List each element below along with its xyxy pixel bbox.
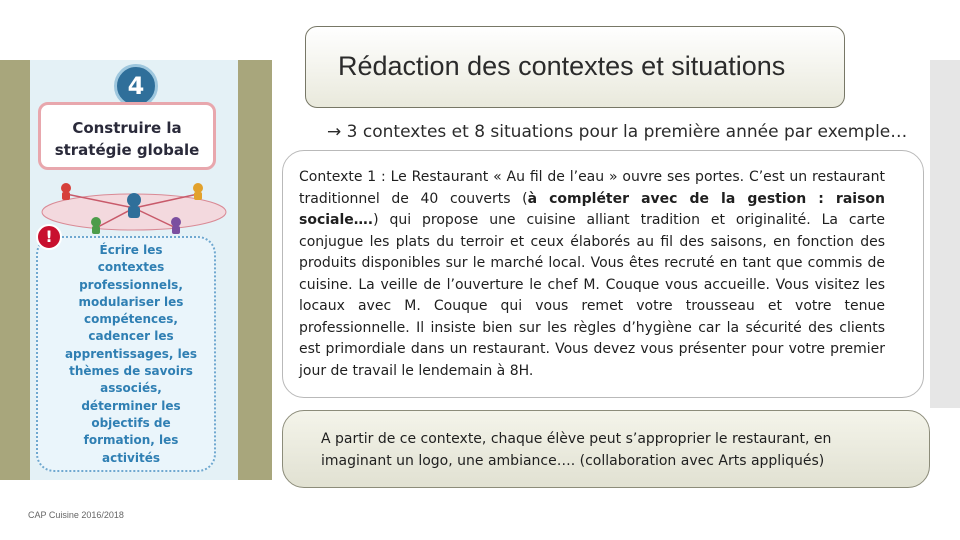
strategy-line-1: Construire la bbox=[72, 119, 182, 137]
tasks-line: modulariser les bbox=[78, 294, 184, 309]
context-part-2: ) qui propose une cuisine alliant tradition et originalité. La carte conjugue les plats du terroir et ceux élaborés au fil des saisons, en fonction des produits disponibles sur le marché local. Vous êtes recruté en tant que commis de cuisine. La veille de l’ouverture le chef M. Couque vous accueille. Vous visitez les locaux avec M. Couque qui vous remet votre trousseau et votre tenue professionnelle. Il insiste bien sur les règles d’hygiène car la sécurité des clients est primordiale dans un restaurant. Vous devez vous présenter pour votre premier jour de travail le lendemain à 8H. bbox=[299, 212, 885, 379]
subtitle-line bbox=[327, 122, 907, 142]
tasks-text bbox=[56, 242, 206, 467]
strategy-box bbox=[38, 102, 216, 170]
collaboration-line-2: imaginant un logo, une ambiance…. (collaboration avec Arts appliqués) bbox=[321, 452, 825, 469]
right-decor-stripe bbox=[930, 60, 960, 408]
network-diagram-icon bbox=[36, 174, 232, 238]
tasks-line: objectifs de bbox=[91, 415, 171, 430]
arrow-right-icon: → bbox=[327, 122, 342, 142]
strategy-line-2: stratégie globale bbox=[54, 141, 200, 159]
poster-side-stripe bbox=[238, 60, 272, 480]
subtitle-text: 3 contextes et 8 situations pour la première année par exemple… bbox=[346, 122, 908, 142]
context-part-1: Le Restaurant « Au fil de l’eau » ouvre ses portes. C’est un restaurant traditionnel de 40 couverts ( bbox=[299, 169, 886, 207]
collaboration-box bbox=[282, 410, 930, 488]
footer-text: CAP Cuisine 2016/2018 bbox=[28, 510, 124, 520]
title-box bbox=[305, 26, 845, 108]
tasks-box bbox=[36, 227, 216, 472]
tasks-line: formation, les bbox=[83, 433, 179, 448]
collaboration-line-1: A partir de ce contexte, chaque élève peut s’approprier le restaurant, en bbox=[321, 431, 832, 447]
tasks-line: contextes bbox=[97, 260, 165, 275]
tasks-line: activités bbox=[101, 450, 160, 465]
tasks-line: thèmes de savoirs bbox=[69, 364, 193, 379]
left-decor-stripe bbox=[0, 60, 30, 480]
tasks-line: associés, bbox=[100, 381, 162, 396]
step-number-badge: 4 bbox=[114, 64, 158, 108]
context-box bbox=[282, 150, 924, 398]
step-poster-image bbox=[30, 60, 238, 480]
tasks-line: professionnels, bbox=[79, 277, 183, 292]
alert-icon: ! bbox=[36, 224, 62, 250]
tasks-line: cadencer les bbox=[88, 329, 174, 344]
collaboration-text bbox=[321, 429, 901, 472]
context-label: Contexte 1 : bbox=[299, 169, 386, 185]
context-bold-note: à compléter avec de la gestion : raison sociale…. bbox=[299, 190, 885, 228]
context-text bbox=[299, 167, 885, 382]
tasks-line: compétences, bbox=[84, 312, 178, 327]
page-title: Rédaction des contextes et situations bbox=[338, 51, 786, 81]
tasks-line: déterminer les bbox=[81, 398, 181, 413]
tasks-line: Écrire les bbox=[99, 243, 163, 257]
tasks-line: apprentissages, les bbox=[64, 346, 198, 361]
